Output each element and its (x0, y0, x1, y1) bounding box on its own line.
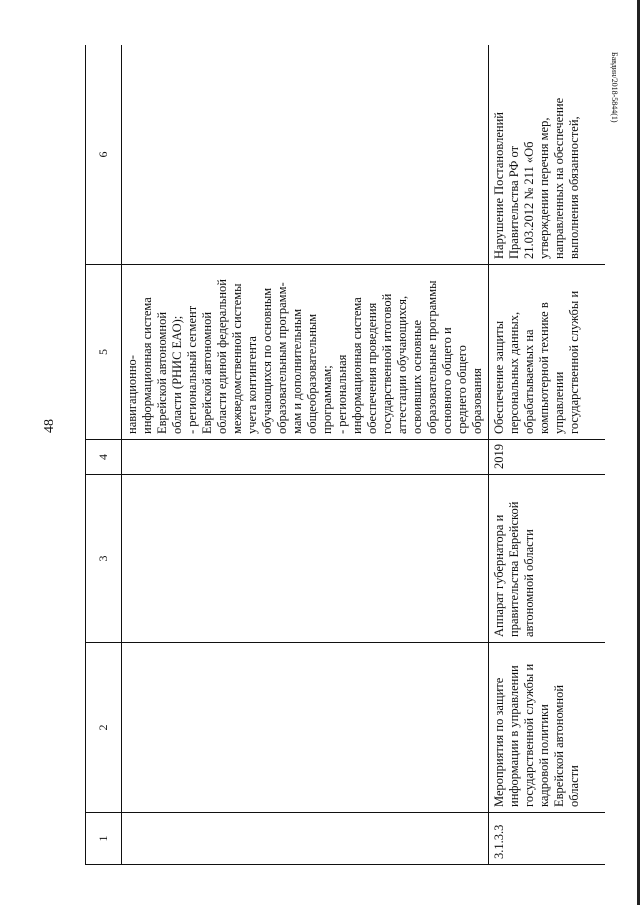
header-cell-3: 3 (86, 475, 122, 643)
cell-measure: Мероприятия по защите информации в управлении государственной службы и кадровой политики Еврейской автономной области (489, 643, 606, 813)
rotated-page-content (85, 45, 605, 865)
cell-number (122, 813, 489, 865)
header-cell-6: 6 (86, 45, 122, 265)
header-cell-5: 5 (86, 265, 122, 440)
cell-executor: Аппарат губернатора и правительства Еврейской автономной области (489, 475, 606, 643)
cell-year: 2019 (489, 440, 606, 475)
header-cell-2: 2 (86, 643, 122, 813)
header-cell-4: 4 (86, 440, 122, 475)
measures-table (85, 45, 605, 865)
cell-consequence (122, 45, 489, 265)
rotated-table-container (85, 45, 605, 865)
cell-year (122, 440, 489, 475)
page-number: 48 (42, 419, 57, 433)
cell-number: 3.1.3.3 (489, 813, 606, 865)
cell-executor (122, 475, 489, 643)
header-cell-1: 1 (86, 813, 122, 865)
cell-measure (122, 643, 489, 813)
table-header-row (86, 45, 122, 865)
cell-result: Обеспечение защиты персональных данных, обрабатываемых на компьютерной технике в управлении государственной службы и (489, 265, 606, 440)
document-code: Бавдин/2018-5844(1) (610, 52, 619, 123)
table-row-3-1-3-3 (489, 45, 606, 865)
cell-consequence: Нарушение Постановлений Правительства РФ от 21.03.2012 № 211 «Об утверждении перечня мер, направленных на обеспечение выполнения обязанностей, (489, 45, 606, 265)
table-row-continuation (122, 45, 489, 865)
cell-result-continuation: навигационно- информационная система Еврейской автономной области (РНИС ЕАО); - региональный сегмент Еврейской автономной области единой федеральной межведомственной системы учета контингента обучающихся по основным образовательным программ- мам и дополнительным общеобразовательным программам; - региональная информационная система обеспечения проведения государственной итоговой аттестации обучающихся, освоивших основные образовательные программы основного общего и среднего общего образования (122, 265, 489, 440)
